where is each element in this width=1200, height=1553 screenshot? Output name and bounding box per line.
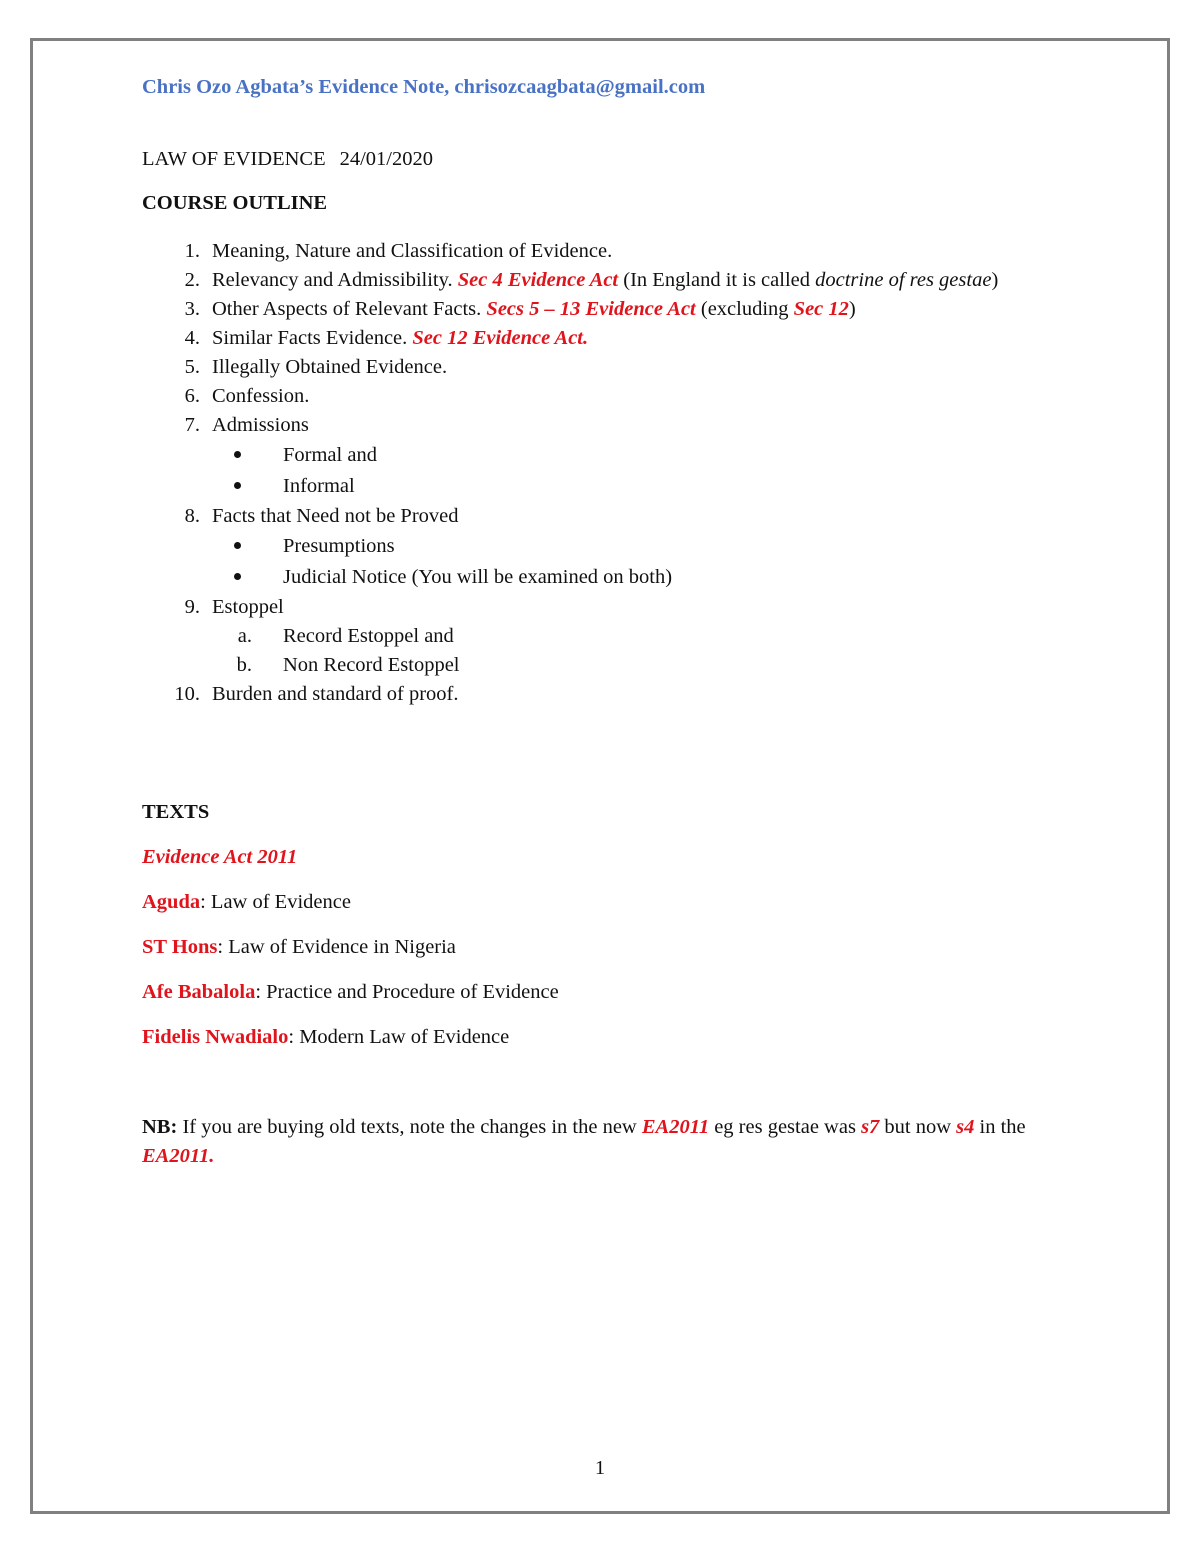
outline-subitem — [142, 531, 1072, 562]
outline-subitem — [142, 440, 1072, 471]
outline-item-text: Relevancy and Admissibility. — [212, 269, 458, 291]
nb-text: but now — [879, 1116, 957, 1138]
statute-reference: s4 — [956, 1116, 975, 1138]
document-title — [142, 148, 433, 171]
outline-item-text: Confession. — [212, 385, 310, 407]
outline-item-text: Similar Facts Evidence. — [212, 327, 413, 349]
nb-label: NB: — [142, 1116, 178, 1138]
bullet-icon — [212, 440, 262, 471]
outline-item — [142, 266, 1072, 295]
statute-reference: Sec 4 Evidence Act — [457, 269, 619, 291]
outline-item — [142, 324, 1072, 353]
outline-item-note: (In England it is called — [618, 269, 816, 291]
outline-item-italic-term: doctrine of res gestae — [815, 269, 992, 291]
outline-item-note-end: ) — [991, 269, 999, 291]
outline-item — [142, 237, 1072, 266]
outline-item — [142, 295, 1072, 324]
outline-subitem-text: Presumptions — [283, 535, 395, 557]
title-date: 24/01/2020 — [339, 148, 434, 170]
outline-item — [142, 382, 1072, 411]
statute-reference: EA2011. — [142, 1145, 215, 1167]
outline-item-number: 7. — [184, 414, 200, 436]
document-header: Chris Ozo Agbata’s Evidence Note, chrisozcaagbata@gmail.com — [142, 76, 706, 98]
book-author: ST Hons — [142, 936, 218, 958]
book-entry — [142, 981, 559, 1004]
outline-item — [142, 680, 1072, 709]
statute-reference: Sec 12 Evidence Act. — [412, 327, 589, 349]
outline-item — [142, 502, 1072, 531]
book-author: Fidelis Nwadialo — [142, 1026, 289, 1048]
outline-subitem-text: Formal and — [283, 444, 377, 466]
outline-item-number: 8. — [184, 505, 200, 527]
outline-item-text: Burden and standard of proof. — [212, 683, 459, 705]
nb-text: If you are buying old texts, note the changes in the new — [177, 1116, 642, 1138]
statute-reference: Secs 5 – 13 Evidence Act — [486, 298, 696, 320]
outline-item-text: Illegally Obtained Evidence. — [212, 356, 448, 378]
bullet-icon — [212, 471, 262, 502]
book-author: Aguda — [142, 891, 201, 913]
page-number: 1 — [594, 1457, 606, 1479]
book-title: : Law of Evidence in Nigeria — [217, 936, 456, 958]
bullet-icon — [212, 531, 262, 562]
outline-subitem-text: Record Estoppel and — [283, 625, 454, 647]
outline-item-number: 9. — [184, 596, 200, 618]
nb-note — [142, 1113, 1072, 1171]
evidence-act-reference: Evidence Act 2011 — [142, 846, 298, 868]
outline-subitem-text: Informal — [283, 475, 355, 497]
book-entry — [142, 891, 351, 914]
outline-subitem-letter: b. — [236, 654, 252, 676]
outline-subitem — [142, 622, 1072, 651]
outline-item-text: Other Aspects of Relevant Facts. — [212, 298, 487, 320]
outline-item-note: (excluding — [695, 298, 794, 320]
course-outline-list — [142, 237, 1072, 709]
statute-reference: Sec 12 — [793, 298, 849, 320]
book-title: : Practice and Procedure of Evidence — [255, 981, 559, 1003]
outline-item-number: 3. — [184, 298, 200, 320]
texts-heading: TEXTS — [142, 801, 210, 823]
book-title: : Law of Evidence — [200, 891, 351, 913]
nb-text: eg res gestae was — [709, 1116, 862, 1138]
outline-item-number: 4. — [184, 327, 200, 349]
outline-item — [142, 353, 1072, 382]
outline-subitem-letter: a. — [237, 625, 252, 647]
statute-reference: s7 — [861, 1116, 880, 1138]
outline-item-text: Meaning, Nature and Classification of Evidence. — [212, 240, 613, 262]
outline-item-text: Estoppel — [212, 596, 284, 618]
outline-subitem — [142, 562, 1072, 593]
outline-subitem — [142, 651, 1072, 680]
outline-item-number: 2. — [184, 269, 200, 291]
book-entry — [142, 936, 456, 959]
outline-item-number: 10. — [174, 683, 200, 705]
outline-item — [142, 411, 1072, 440]
outline-item-number: 5. — [184, 356, 200, 378]
outline-item-number: 1. — [184, 240, 200, 262]
course-outline-heading: COURSE OUTLINE — [142, 192, 328, 214]
outline-item — [142, 593, 1072, 622]
book-entry — [142, 1026, 509, 1049]
outline-item-note-end: ) — [848, 298, 856, 320]
document-page — [30, 38, 1170, 1514]
book-author: Afe Babalola — [142, 981, 256, 1003]
nb-text: in the — [974, 1116, 1026, 1138]
title-subject: LAW OF EVIDENCE — [142, 148, 326, 170]
statute-reference: EA2011 — [641, 1116, 710, 1138]
outline-item-text: Admissions — [212, 414, 309, 436]
outline-item-text: Facts that Need not be Proved — [212, 505, 459, 527]
outline-subitem-text: Non Record Estoppel — [283, 654, 460, 676]
outline-subitem-text: Judicial Notice (You will be examined on both) — [283, 566, 673, 588]
outline-item-number: 6. — [184, 385, 200, 407]
outline-subitem — [142, 471, 1072, 502]
book-title: : Modern Law of Evidence — [288, 1026, 510, 1048]
bullet-icon — [212, 562, 262, 593]
